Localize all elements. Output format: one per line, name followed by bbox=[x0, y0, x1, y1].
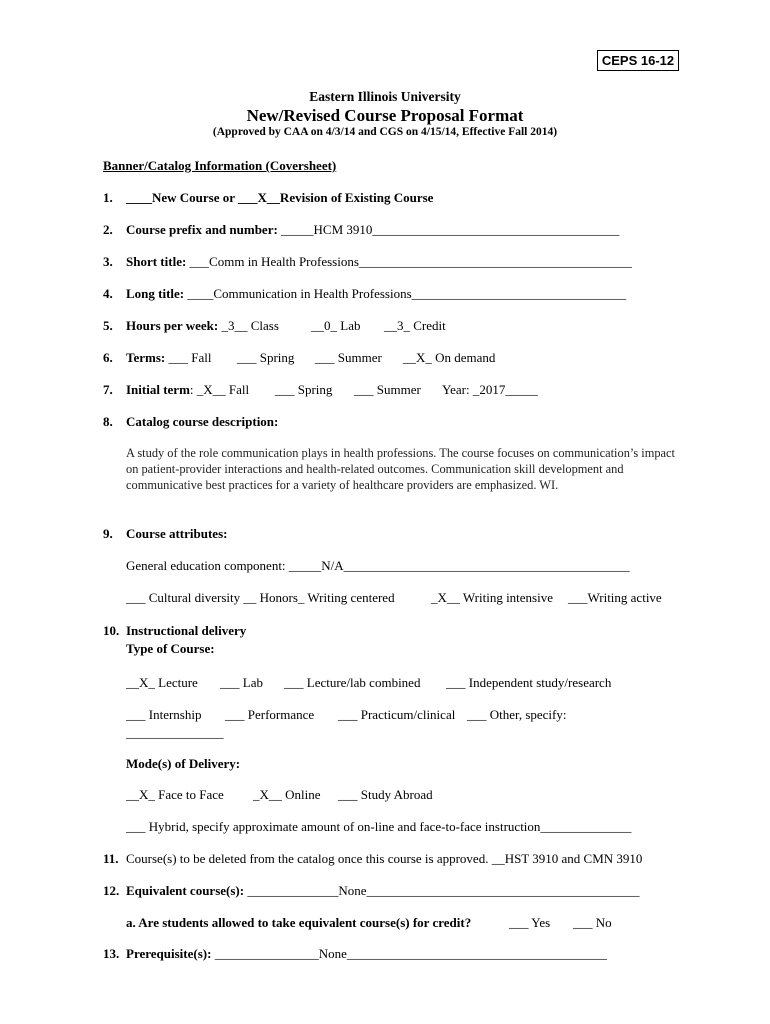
terms-row bbox=[126, 350, 211, 366]
course-attributes-label: Course attributes: bbox=[126, 526, 228, 541]
course-type-field: ____New Course or ___X__Revision of Existing Course bbox=[126, 190, 434, 205]
type-other-blank: _______________ bbox=[126, 725, 224, 740]
item-number: 5. bbox=[103, 318, 113, 333]
university-name: Eastern Illinois University bbox=[309, 89, 461, 104]
type-lecture-lab: ___ Lecture/lab combined bbox=[284, 675, 421, 690]
mode-face-to-face: __X_ Face to Face bbox=[126, 787, 224, 802]
form-code-badge: CEPS 16-12 bbox=[597, 50, 679, 71]
mode-study-abroad: ___ Study Abroad bbox=[338, 787, 433, 802]
type-internship: ___ Internship bbox=[126, 707, 202, 722]
initial-term-summer: ___ Summer bbox=[354, 382, 421, 397]
type-practicum: ___ Practicum/clinical bbox=[338, 707, 456, 722]
attributes-diversity-honors: ___ Cultural diversity __ Honors_ Writing centered bbox=[126, 590, 395, 605]
page-title: New/Revised Course Proposal Format bbox=[246, 106, 524, 125]
terms-summer: ___ Summer bbox=[315, 350, 382, 365]
long-title-row bbox=[126, 286, 626, 302]
initial-term-label: Initial term bbox=[126, 382, 190, 397]
type-performance: ___ Performance bbox=[225, 707, 315, 722]
catalog-description-label: Catalog course description: bbox=[126, 414, 279, 429]
item-number: 8. bbox=[103, 414, 113, 429]
short-title-row bbox=[126, 254, 632, 270]
hours-row bbox=[126, 318, 279, 334]
initial-term-fall: : _X__ Fall bbox=[189, 382, 250, 397]
item-number: 2. bbox=[103, 222, 113, 237]
hours-credit: __3_ Credit bbox=[384, 318, 446, 333]
hours-lab: __0_ Lab bbox=[311, 318, 361, 333]
item-number: 11. bbox=[103, 851, 119, 866]
type-independent-study: ___ Independent study/research bbox=[446, 675, 612, 690]
equivalent-courses-row bbox=[126, 883, 640, 899]
item-number: 1. bbox=[103, 190, 113, 205]
terms-on-demand: __X_ On demand bbox=[403, 350, 496, 365]
terms-fall: ___ Fall bbox=[165, 350, 212, 365]
mode-hybrid: ___ Hybrid, specify approximate amount of on-line and face-to-face instruction______________ bbox=[126, 819, 632, 834]
prerequisites-value: ________________None________________________________________ bbox=[211, 946, 607, 961]
attribute-writing-intensive: _X__ Writing intensive bbox=[431, 590, 554, 605]
course-prefix-value: _____HCM 3910______________________________________ bbox=[277, 222, 620, 237]
courses-to-delete: Course(s) to be deleted from the catalog once this course is approved. __HST 3910 and CMN 3910 bbox=[126, 851, 643, 866]
hours-class: _3__ Class bbox=[218, 318, 279, 333]
long-title-label: Long title: bbox=[126, 286, 185, 301]
initial-term-year: Year: _2017_____ bbox=[442, 382, 538, 397]
item-number: 9. bbox=[103, 526, 113, 541]
catalog-description-text: A study of the role communication plays in health professions. The course focuses on communication’s impact on patient-provider interactions and health-related outcomes. Communication skill development and communicative best practices for a variety of healthcare providers are emphasized. WI. bbox=[126, 446, 675, 493]
prerequisites-label: Prerequisite(s): bbox=[126, 946, 212, 961]
long-title-value: ____Communication in Health Professions_________________________________ bbox=[184, 286, 627, 301]
item-number: 6. bbox=[103, 350, 113, 365]
short-title-label: Short title: bbox=[126, 254, 187, 269]
item-number: 7. bbox=[103, 382, 113, 397]
approval-note: (Approved by CAA on 4/3/14 and CGS on 4/15/14, Effective Fall 2014) bbox=[212, 126, 558, 138]
section-heading: Banner/Catalog Information (Coversheet) bbox=[103, 158, 337, 173]
type-lab: ___ Lab bbox=[220, 675, 263, 690]
mode-online: _X__ Online bbox=[253, 787, 321, 802]
initial-term-spring: ___ Spring bbox=[275, 382, 333, 397]
item-number: 4. bbox=[103, 286, 113, 301]
type-other: ___ Other, specify: bbox=[467, 707, 567, 722]
equivalent-courses-value: ______________None__________________________________________ bbox=[244, 883, 640, 898]
attribute-writing-active: ___Writing active bbox=[568, 590, 662, 605]
short-title-value: ___Comm in Health Professions__________________________________________ bbox=[186, 254, 632, 269]
course-prefix-row bbox=[126, 222, 619, 238]
equivalent-credit-no: ___ No bbox=[573, 915, 612, 930]
terms-spring: ___ Spring bbox=[237, 350, 295, 365]
course-prefix-label: Course prefix and number: bbox=[126, 222, 278, 237]
gen-ed-component: General education component: _____N/A____________________________________________ bbox=[126, 558, 630, 573]
terms-label: Terms: bbox=[126, 350, 166, 365]
equivalent-courses-label: Equivalent course(s): bbox=[126, 883, 245, 898]
hours-label: Hours per week: bbox=[126, 318, 219, 333]
instructional-delivery-label: Instructional delivery bbox=[126, 623, 247, 638]
initial-term-row bbox=[126, 382, 249, 398]
item-number: 3. bbox=[103, 254, 113, 269]
item-number: 12. bbox=[103, 883, 120, 898]
equivalent-credit-question: a. Are students allowed to take equivalent course(s) for credit? bbox=[126, 915, 472, 930]
prerequisites-row bbox=[126, 946, 607, 962]
equivalent-credit-yes: ___ Yes bbox=[509, 915, 551, 930]
type-lecture: __X_ Lecture bbox=[126, 675, 198, 690]
item-number: 13. bbox=[103, 946, 120, 961]
item-number: 10. bbox=[103, 623, 120, 638]
type-of-course-label: Type of Course: bbox=[126, 641, 215, 656]
delivery-mode-label: Mode(s) of Delivery: bbox=[126, 756, 241, 771]
